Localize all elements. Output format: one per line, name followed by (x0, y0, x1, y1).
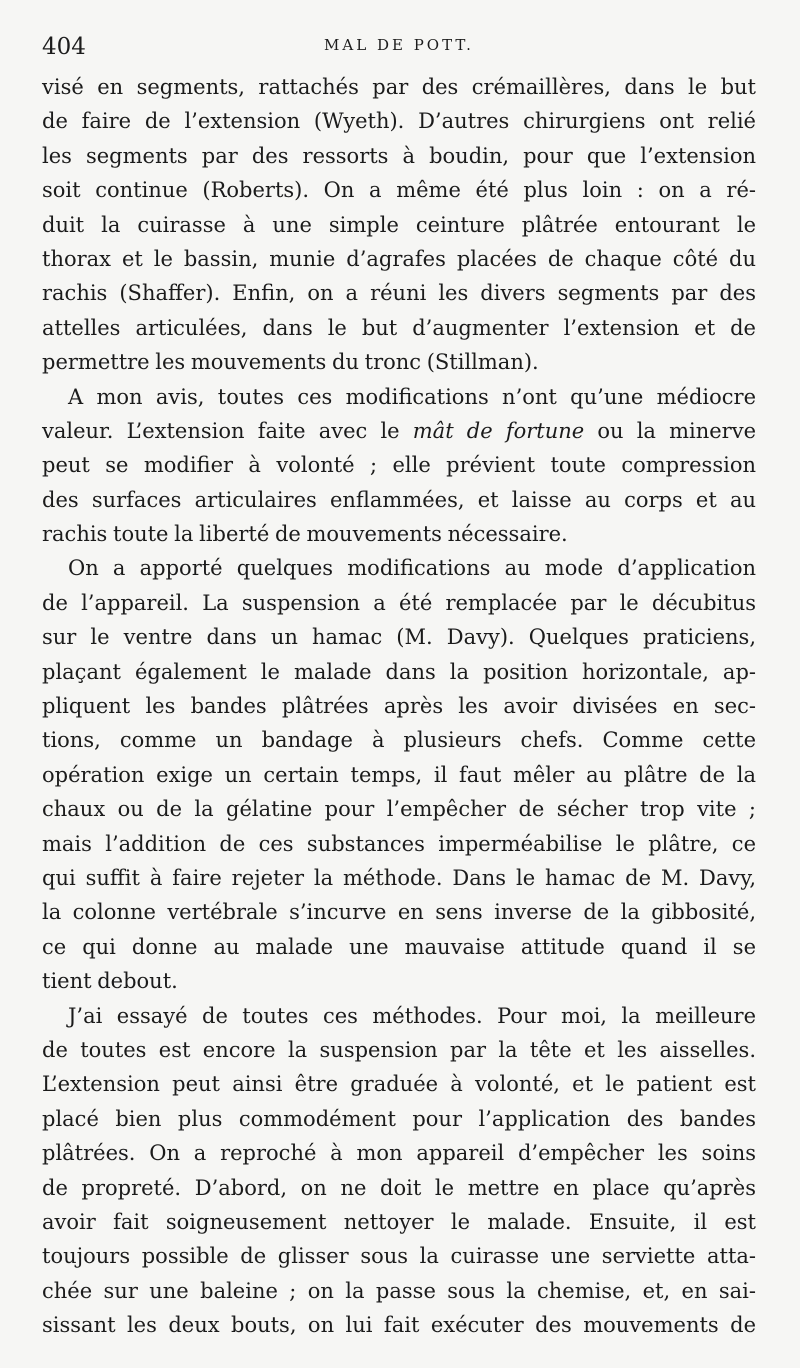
text-line: tions, comme un bandage à plusieurs chefs. Comme cette (42, 728, 756, 753)
text-line: les segments par des ressorts à boudin, pour que l’extension (42, 143, 756, 168)
text-line: plaçant également le malade dans la position horizontale, ap- (42, 659, 756, 684)
text-line: de toutes est encore la suspension par la tête et les aisselles. (42, 1037, 756, 1062)
text-line: mais l’addition de ces substances imperméabilise le plâtre, ce (42, 831, 756, 856)
paragraph-4 (42, 999, 756, 1343)
text-line: rachis toute la liberté de mouvements nécessaire. (42, 522, 568, 547)
text-line: thorax et le bassin, munie d’agrafes placées de chaque côté du (42, 246, 756, 271)
text-line: opération exige un certain temps, il faut mêler au plâtre de la (42, 762, 756, 787)
text-line: de faire de l’extension (Wyeth). D’autres chirurgiens ont relié (42, 109, 756, 134)
text-line: sur le ventre dans un hamac (M. Davy). Quelques praticiens, (42, 625, 756, 650)
text-line: placé bien plus commodément pour l’application des bandes (42, 1106, 756, 1131)
paragraph-2 (42, 380, 756, 552)
text-line: plâtrées. On a reproché à mon appareil d’empêcher les soins (42, 1141, 756, 1166)
text-line: L’extension peut ainsi être graduée à volonté, et le patient est (42, 1072, 756, 1097)
text-line: de propreté. D’abord, on ne doit le mettre en place qu’après (42, 1175, 756, 1200)
text-line: qui suffit à faire rejeter la méthode. Dans le hamac de M. Davy, (42, 865, 756, 890)
text-line: des surfaces articulaires enflammées, et laisse au corps et au (42, 487, 756, 512)
text-line: sissant les deux bouts, on lui fait exécuter des mouvements de (42, 1313, 756, 1338)
paragraph-3 (42, 551, 756, 998)
text-line: chaux ou de la gélatine pour l’empêcher de sécher trop vite ; (42, 797, 756, 822)
text-line: pliquent les bandes plâtrées après les avoir divisées en sec- (42, 694, 756, 719)
text-line: soit continue (Roberts). On a même été plus loin : on a ré- (42, 178, 756, 203)
body-text (42, 70, 756, 1342)
text-line: rachis (Shaffer). Enfin, on a réuni les divers segments par des (42, 281, 756, 306)
text-line: de l’appareil. La suspension a été remplacée par le décubitus (42, 590, 756, 615)
running-title: MAL DE POTT. (324, 36, 474, 54)
text-line-with-italic (42, 414, 756, 448)
paragraph-1 (42, 70, 756, 380)
text-line: On a apporté quelques modifications au mode d’application (68, 556, 756, 581)
text-segment: ou la minerve (584, 418, 756, 443)
page-number: 404 (42, 34, 86, 60)
text-line: visé en segments, rattachés par des crémaillères, dans le but (42, 75, 756, 99)
text-line: duit la cuirasse à une simple ceinture plâtrée entourant le (42, 212, 756, 237)
text-line: permettre les mouvements du tronc (Stillman). (42, 350, 539, 375)
text-line: attelles articulées, dans le but d’augmenter l’extension et de (42, 315, 756, 340)
page-header (42, 30, 756, 70)
text-line: ce qui donne au malade une mauvaise attitude quand il se (42, 934, 756, 959)
text-segment: valeur. L’extension faite avec le (42, 418, 413, 443)
text-line: J’ai essayé de toutes ces méthodes. Pour moi, la meilleure (68, 1003, 756, 1028)
text-line: la colonne vertébrale s’incurve en sens inverse de la gibbosité, (42, 900, 756, 925)
text-line: avoir fait soigneusement nettoyer le malade. Ensuite, il est (42, 1209, 756, 1234)
italic-phrase: mât de fortune (412, 418, 585, 443)
text-line: chée sur une baleine ; on la passe sous la chemise, et, en sai- (42, 1278, 756, 1303)
text-line: A mon avis, toutes ces modifications n’ont qu’une médiocre (68, 384, 756, 409)
text-line: toujours possible de glisser sous la cuirasse une serviette atta- (42, 1244, 756, 1269)
text-line: peut se modifier à volonté ; elle prévient toute compression (42, 453, 756, 478)
text-line: tient debout. (42, 969, 178, 994)
